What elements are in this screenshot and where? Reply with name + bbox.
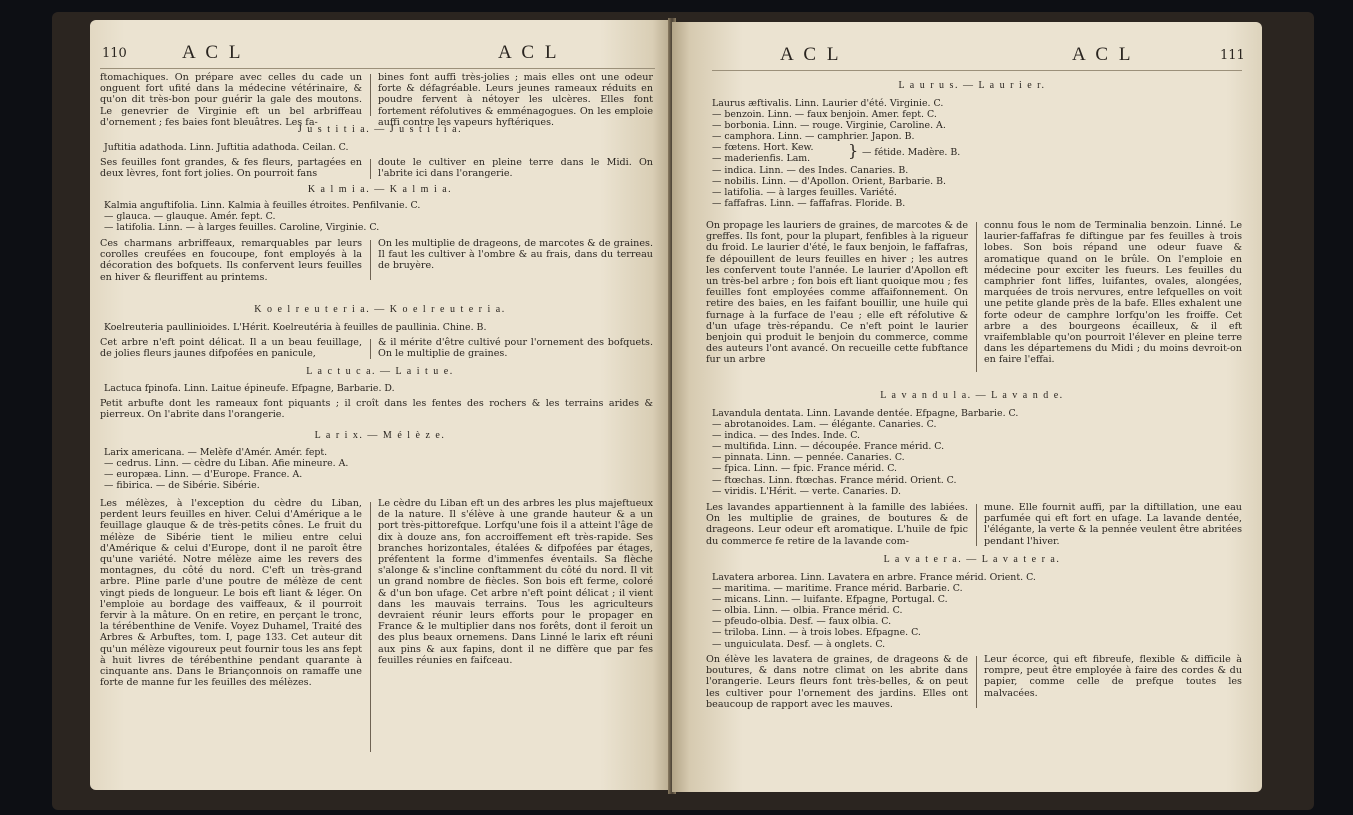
kalmia-entry: Kalmia anguftifolia. Linn. Kalmia à feuilles étroites. Penfilvanie. C. bbox=[104, 200, 421, 211]
lavatera-entry: — micans. Linn. — luifante. Efpagne, Portugal. C. bbox=[712, 594, 948, 606]
lavandula-right-column: mune. Elle fournit auffi, par la diftillation, une eau parfumée qui eft fort en ufage. La lavande dentée, l'élégante, la verte & la pennée veulent être abritées pendant l'hiver. bbox=[984, 502, 1242, 547]
larix-entry: — europæa. Linn. — d'Europe. France. A. bbox=[104, 469, 303, 481]
lavatera-left-column: On élève les lavatera de graines, de drageons & de boutures, & dans notre climat on les abrite dans l'orangerie. Leurs fleurs font très-belles, & on peut les cultiver pour l'ornement des jardins. Elles ont beaucoup de rapport avec les mauves. bbox=[706, 654, 968, 710]
larix-left-column: Les mélèzes, à l'exception du cèdre du Liban, perdent leurs feuilles en hiver. Celui d'Amérique a le feuillage glauque & de très-petits cônes. Le fruit du mélèze de Sibérie tient le milieu entre celui d'Amérique & celui d'Europe, dont il ne paroît être qu'une variété. Notre mélèze aime les revers des montagnes, du côté du nord. C'eft un très-grand arbre. Pline parle d'une poutre de mélèze de cent vingt pieds de longueur. Le bois eft liant & léger. On l'emploie au bordage des vaiffeaux, & il pourroit fervir à la mâture. On en retire, en perçant le tronc, la térébenthine de Venife. Voyez Duhamel, Traité des Arbres & Arbuftes, tom. I, page 133. Cet auteur dit qu'un mélèze vigoureux peut fournir tous les ans fept à huit livres de térébenthine pendant quarante à cinquante ans. Dans le Briançonnois on ramaffe une forte de manne fur les feuilles des mélèzes. bbox=[100, 498, 362, 689]
laurus-entry: — benzoin. Linn. — faux benjoin. Amer. fept. C. bbox=[712, 109, 937, 121]
lavandula-entry: — indica. — des Indes. Inde. C. bbox=[712, 430, 861, 442]
lavatera-entry: — unguiculata. Desf. — à onglets. C. bbox=[712, 638, 886, 650]
lavatera-entries bbox=[712, 572, 1036, 650]
kalmia-entries bbox=[104, 200, 420, 233]
laurus-entry: — borbonia. Linn. — rouge. Virginie, Caroline. A. bbox=[712, 120, 946, 132]
column-divider bbox=[976, 504, 977, 546]
column-divider bbox=[370, 339, 371, 359]
section-heading-justitia: J u s t i t i a. — J u s t i t i a. bbox=[297, 124, 463, 135]
lavandula-entry: — fpica. Linn. — fpic. France mérid. C. bbox=[712, 463, 898, 475]
section-heading-lavandula: L a v a n d u l a. — L a v a n d e. bbox=[880, 390, 1064, 401]
section-heading-larix: L a r i x. — M é l è z e. bbox=[314, 430, 446, 441]
column-divider bbox=[370, 159, 371, 179]
lavandula-entries bbox=[712, 408, 1018, 497]
justitia-entry: Juftitia adathoda. Linn. Juftitia adathoda. Ceilan. C. bbox=[104, 142, 349, 153]
larix-right-column: Le cèdre du Liban eft un des arbres les plus majeftueux de la nature. Il s'élève à une grande hauteur & a un port très-pittorefque. Lorfqu'une fois il a atteint l'âge de dix à douze ans, fon accroiffement eft très-rapide. Ses branches horizontales, étalées & difpofées par étages, préfentent la forme d'immenfes éventails. Sa flèche s'alonge & s'incline conftamment du côté du nord. Il vit un grand nombre de fiècles. Son bois eft ferme, coloré & d'un bon ufage. Cet arbre n'eft point délicat ; il vient dans les mauvais terrains. Tous les agriculteurs devraient réunir leurs efforts pour le propager en France & le multiplier dans nos forêts, dont il feroit un des plus beaux ornemens. Dans Linné le larix eft réuni aux pins & aux fapins, dont il ne diffère que par fes feuilles réunies en faifceau. bbox=[378, 498, 653, 666]
section-heading-lactuca: L a c t u c a. — L a i t u e. bbox=[306, 366, 454, 377]
left-page bbox=[90, 20, 670, 790]
justitia-right-column: doute le cultiver en pleine terre dans le Midi. On l'abrite ici dans l'orangerie. bbox=[378, 157, 653, 180]
kalmia-left-column: Ces charmans arbriffeaux, remarquables par leurs corolles creufées en foucoupe, font employés à la décoration des bofquets. Ils confervent leurs feuilles en hiver & fleuriffent au printems. bbox=[100, 238, 362, 283]
kalmia-entry: — latifolia. Linn. — à larges feuilles. Caroline, Virginie. C. bbox=[104, 222, 380, 234]
laurus-entry: — faffafras. Linn. — faffafras. Floride. B. bbox=[712, 197, 906, 209]
column-divider bbox=[976, 222, 977, 372]
running-head-left: A C L bbox=[182, 42, 244, 63]
lavandula-entry: — abrotanoides. Lam. — élégante. Canaries. C. bbox=[712, 419, 937, 431]
page-number: 110 bbox=[102, 46, 127, 61]
column-divider bbox=[370, 502, 371, 752]
laurus-entry: Laurus æftivalis. Linn. Laurier d'été. Virginie. C. bbox=[712, 98, 944, 109]
header-rule bbox=[712, 70, 1242, 71]
koelreuteria-right-column: & il mérite d'être cultivé pour l'ornement des bofquets. On le multiplie de graines. bbox=[378, 337, 653, 360]
kalmia-entry: — glauca. — glauque. Amér. fept. C. bbox=[104, 211, 276, 223]
column-divider bbox=[370, 74, 371, 116]
larix-entry: — cedrus. Linn. — cèdre du Liban. Afie mineure. A. bbox=[104, 458, 349, 470]
laurus-entry: — nobilis. Linn. — d'Apollon. Orient, Barbarie. B. bbox=[712, 175, 946, 187]
section-heading-kalmia: K a l m i a. — K a l m i a. bbox=[307, 184, 453, 195]
lavandula-entry: — ftœchas. Linn. ftœchas. France mérid. Orient. C. bbox=[712, 474, 957, 486]
lavatera-entry: — maritima. — maritime. France mérid. Barbarie. C. bbox=[712, 583, 963, 595]
laurus-right-column: connu fous le nom de Terminalia benzoin. Linné. Le laurier-faffafras fe diftingue par fes feuilles à trois lobes. Son bois répand une odeur fuave & aromatique quand on le brûle. On l'emploie en médecine pour exciter les fueurs. Les feuilles du camphrier font liffes, luifantes, ovales, alongées, marquées de trois nervures, entre lefquelles on voit une petite glande près de la bafe. Elles exhalent une forte odeur de camphre lorfqu'on les froiffe. Cet arbre a des bourgeons écailleux, & il eft vraifemblable qu'on pourroit l'élever en pleine terre dans les départemens du Midi ; du moins devroit-on en faire l'effai. bbox=[984, 220, 1242, 366]
lavatera-entry: — pfeudo-olbia. Desf. — faux olbia. C. bbox=[712, 616, 892, 628]
justitia-left-column: Ses feuilles font grandes, & fes fleurs, partagées en deux lèvres, font fort jolies. On pourroit fans bbox=[100, 157, 362, 180]
column-divider bbox=[370, 240, 371, 280]
intro-left-column: ftomachiques. On prépare avec celles du cade un onguent fort ufité dans la médecine vétérinaire, & qu'on dit très-bon pour guérir la gale des moutons. Le genevrier de Virginie eft un bel arbriffeau d'ornement ; fes baies font bleuâtres. Les fa- bbox=[100, 72, 362, 128]
right-page bbox=[672, 22, 1262, 792]
larix-entry: — fibirica. — de Sibérie. Sibérie. bbox=[104, 480, 260, 492]
lavatera-entry: — olbia. Linn. — olbia. France mérid. C. bbox=[712, 605, 903, 617]
running-head-left: A C L bbox=[780, 44, 842, 65]
lavatera-entry: — triloba. Linn. — à trois lobes. Efpagne. C. bbox=[712, 627, 921, 639]
header-rule bbox=[100, 68, 655, 69]
larix-entries bbox=[104, 447, 348, 491]
lactuca-entry: Lactuca fpinofa. Linn. Laitue épineufe. Efpagne, Barbarie. D. bbox=[104, 383, 395, 394]
column-divider bbox=[976, 656, 977, 708]
larix-entry: Larix americana. — Melèfe d'Amér. Amér. fept. bbox=[104, 447, 328, 458]
intro-right-column: bines font auffi très-jolies ; mais elles ont une odeur forte & défagréable. Leurs jeunes rameaux réduits en poudre fervent à nétoyer les ulcères. Elles font fortement réfolutives & emménagogues. On les emploie auffi contre les vapeurs hyftériques. bbox=[378, 72, 653, 128]
lavatera-right-column: Leur écorce, qui eft fibreufe, flexible & difficile à rompre, peut être employée à faire des cordes & du papier, comme celle de prefque toutes les malvacées. bbox=[984, 654, 1242, 699]
lavandula-entry: — pinnata. Linn. — pennée. Canaries. C. bbox=[712, 452, 905, 464]
laurus-brace-text: — fétide. Madère. B. bbox=[862, 147, 961, 158]
lactuca-text: Petit arbufte dont les rameaux font piquants ; il croît dans les fentes des rochers & les terrains arides & pierreux. On l'abrite dans l'orangerie. bbox=[100, 398, 653, 421]
running-head-right: A C L bbox=[1072, 44, 1134, 65]
section-heading-koelreuteria: K o e l r e u t e r i a. — K o e l r e u t e r i a. bbox=[254, 304, 506, 315]
lavandula-entry: Lavandula dentata. Linn. Lavande dentée. Efpagne, Barbarie. C. bbox=[712, 408, 1019, 419]
section-heading-laurus: L a u r u s. — L a u r i e r. bbox=[898, 80, 1046, 91]
section-heading-lavatera: L a v a t e r a. — L a v a t e r a. bbox=[883, 554, 1061, 565]
laurus-entry: — latifolia. — à larges feuilles. Variété. bbox=[712, 186, 897, 198]
lavatera-entry: Lavatera arborea. Linn. Lavatera en arbre. France mérid. Orient. C. bbox=[712, 572, 1036, 583]
kalmia-right-column: On les multiplie de drageons, de marcotes & de graines. Il faut les cultiver à l'ombre & au frais, dans du terreau de bruyère. bbox=[378, 238, 653, 272]
lavandula-entry: — viridis. L'Hérit. — verte. Canaries. D. bbox=[712, 485, 901, 497]
laurus-entry: — camphora. Linn. — camphrier. Japon. B. bbox=[712, 131, 915, 143]
running-head-right: A C L bbox=[498, 42, 560, 63]
koelreuteria-entry: Koelreuteria paullinioides. L'Hérit. Koelreutéria à feuilles de paullinia. Chine. B. bbox=[104, 322, 487, 333]
laurus-entry: — maderienfis. Lam. bbox=[712, 153, 811, 165]
laurus-entry: — indica. Linn. — des Indes. Canaries. B. bbox=[712, 164, 909, 176]
lavandula-left-column: Les lavandes appartiennent à la famille des labiées. On les multiplie de graines, de boutures & de drageons. Leur odeur eft aromatique. L'huile de fpic du commerce fe retire de la lavande com- bbox=[706, 502, 968, 547]
page-number: 111 bbox=[1220, 48, 1245, 63]
brace-glyph: } bbox=[848, 141, 859, 160]
laurus-left-column: On propage les lauriers de graines, de marcotes & de greffes. Ils font, pour la plupart, fenfibles à la rigueur du froid. Le laurier d'été, le faux benjoin, le faffafras, fe dépouillent de leurs feuilles en hiver ; les autres les confervent toute l'année. Le laurier d'Apollon eft un très-bel arbre ; fon bois eft liant quoique mou ; fes feuilles font employées comme affaifonnement. On retire des baies, en les faifant bouillir, une huile qui furnage à la furface de l'eau ; elle eft réfolutive & d'un ufage très-répandu. Ce n'eft point le laurier benjoin qui produit le benjoin du commerce, comme des auteurs l'ont avancé. On recueille cette fubftance fur un arbre bbox=[706, 220, 968, 366]
koelreuteria-left-column: Cet arbre n'eft point délicat. Il a un beau feuillage, de jolies fleurs jaunes difpofées en panicule, bbox=[100, 337, 362, 360]
laurus-entry: — fœtens. Hort. Kew. bbox=[712, 142, 814, 154]
lavandula-entry: — multifida. Linn. — découpée. France mérid. C. bbox=[712, 441, 945, 453]
